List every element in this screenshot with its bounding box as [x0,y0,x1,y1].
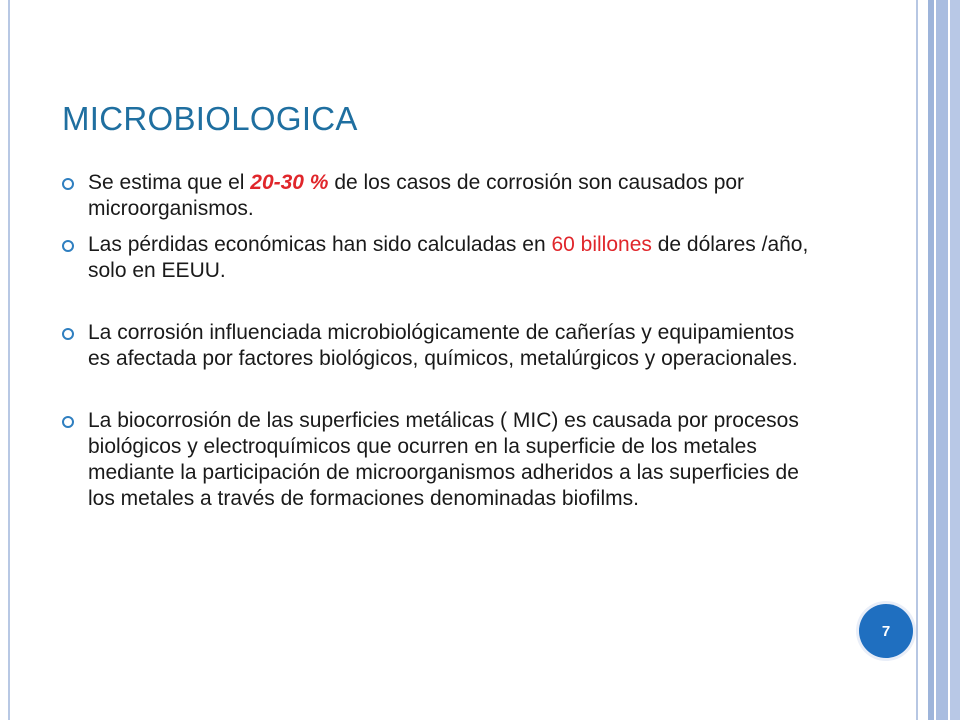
bullet-text: de dólares /año, solo en EEUU. [88,233,809,282]
bullet-circle-icon [62,240,74,252]
highlighted-amount: 60 billones [551,233,652,256]
stripe [950,0,960,720]
bullet-text: de los casos de corrosión son causados por microorganismos. [88,171,745,220]
bullet-circle-icon [62,416,74,428]
bullet-text: Las pérdidas económicas han sido calculadas en [88,233,552,256]
bullet-item [62,320,822,372]
slide-title: MICROBIOLOGICA [62,100,358,137]
bullet-circle-icon [62,328,74,340]
bullet-item [62,408,822,512]
bullet-text: La biocorrosión de las superficies metálicas ( MIC) es causada por procesos biológicos y electroquímicos que ocurren en la superficie de los metales mediante la participación de microorganismos adheridos a las superficies de los metales a través de formaciones denominadas biofilms. [88,409,799,510]
bullet-circle-icon [62,178,74,190]
bullet-item [62,232,822,284]
stripe [936,0,948,720]
stripe [918,0,928,720]
bullet-text: Se estima que el [88,171,251,194]
bullet-text: La corrosión influenciada microbiológicamente de cañerías y equipamientos es afectada por factores biológicos, químicos, metalúrgicos y operacionales. [88,321,798,370]
right-decorative-stripes [916,0,960,720]
page-number-badge: 7 [859,604,913,658]
bullet-item [62,170,822,222]
left-border-line [8,0,10,720]
bullet-list [62,170,822,512]
highlighted-percentage: 20-30 % [250,171,329,194]
